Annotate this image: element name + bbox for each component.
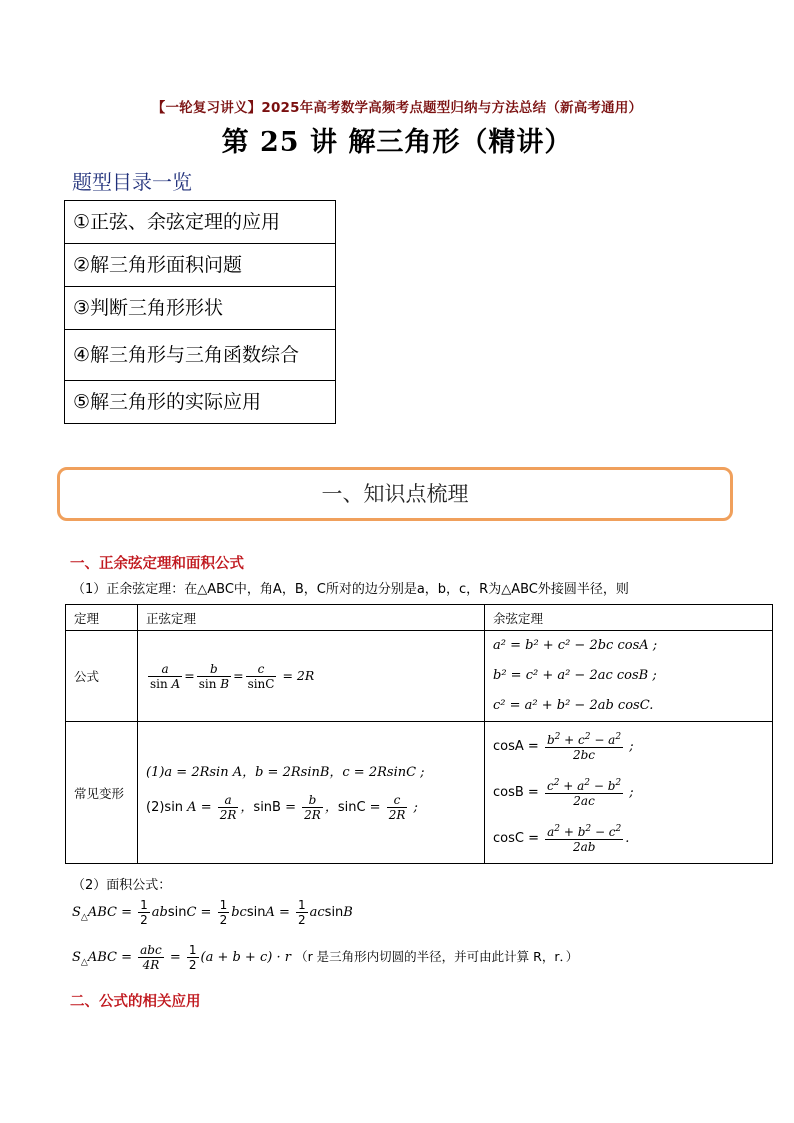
formula-line: (1)a = 2Rsin A，b = 2RsinB，c = 2RsinC ; bbox=[146, 764, 425, 780]
cos-label: cosC = bbox=[493, 830, 539, 846]
area-formula-1: $S_\triangle ABC$ = $\frac{1}{2}$ absinC = $\frac{1}{2}$ bcsinA = $\frac{1}{2}$ acsinB bbox=[72, 898, 353, 927]
area-formula-2: $S_\triangle ABC$ = $\frac{\text{abc}}{4R}$ = $\frac{1}{2}$ (a + b + c) · r （r 是三角形内切圆的半径，并可由此计算 R，r．） bbox=[72, 943, 579, 972]
section-banner: 一、知识点梳理 bbox=[57, 467, 733, 521]
formula-line: c² = a² + b² − 2ab cosC. bbox=[493, 698, 654, 713]
formula-line: cosA = $\frac{b^2 + c^2 - a^2}{2bc}$ ; bbox=[493, 732, 634, 762]
toc-table bbox=[64, 200, 336, 424]
series-title: 【一轮复习讲义】2025年高考数学高频考点题型归纳与方法总结（新高考通用） bbox=[151, 100, 643, 116]
row-label: 常见变形 bbox=[66, 722, 138, 864]
formula-line: cosB = $\frac{c^2 + a^2 - b^2}{2ac}$ ; bbox=[493, 778, 634, 808]
row-label: 公式 bbox=[66, 631, 138, 722]
toc-item[interactable]: ④解三角形与三角函数综合 bbox=[65, 330, 336, 381]
section-heading: 二、公式的相关应用 bbox=[70, 994, 201, 1010]
toc-item[interactable]: ①正弦、余弦定理的应用 bbox=[65, 201, 336, 244]
toc-heading: 题型目录一览 bbox=[72, 170, 192, 194]
header-cell: 正弦定理 bbox=[138, 605, 485, 631]
formula-line: b² = c² + a² − 2ac cosB ; bbox=[493, 668, 657, 683]
toc-item[interactable]: ②解三角形面积问题 bbox=[65, 244, 336, 287]
theorem-intro: （1）正余弦定理：在△ABC中，角A，B，C所对的边分别是a，b，c，R为△ABC外接圆半径，则 bbox=[72, 582, 629, 597]
theorem-table bbox=[65, 604, 773, 864]
header-cell: 余弦定理 bbox=[485, 605, 773, 631]
area-note: （r 是三角形内切圆的半径，并可由此计算 R，r．） bbox=[295, 949, 579, 964]
sine-law-cell: $\frac{a}{\text{sin A}}$ = $\frac{b}{\text{sin B}}$ = $\frac{c}{\sin C}$ = 2R bbox=[138, 631, 485, 722]
section-heading: 一、正余弦定理和面积公式 bbox=[70, 556, 244, 572]
formula-line: (2)sin A = $\frac{a}{2R}$ ，sinB = $\frac{b}{2R}$ ，sinC = $\frac{c}{2R}$ ; bbox=[146, 792, 418, 822]
lecture-title: 第 25 讲 解三角形（精讲） bbox=[221, 127, 573, 158]
area-label: （2）面积公式： bbox=[72, 878, 172, 893]
toc-item[interactable]: ⑤解三角形的实际应用 bbox=[65, 381, 336, 424]
cos-label: cosB = bbox=[493, 784, 539, 800]
header-cell: 定理 bbox=[66, 605, 138, 631]
cos-label: cosA = bbox=[493, 738, 539, 754]
toc-item[interactable]: ③判断三角形形状 bbox=[65, 287, 336, 330]
sine-variant-cell bbox=[138, 722, 485, 864]
formula-line: a² = b² + c² − 2bc cosA ; bbox=[493, 638, 658, 653]
cosine-variant-cell bbox=[485, 722, 773, 864]
formula-line: cosC = $\frac{a^2 + b^2 - c^2}{2ab}$ . bbox=[493, 824, 630, 854]
cosine-law-cell bbox=[485, 631, 773, 722]
